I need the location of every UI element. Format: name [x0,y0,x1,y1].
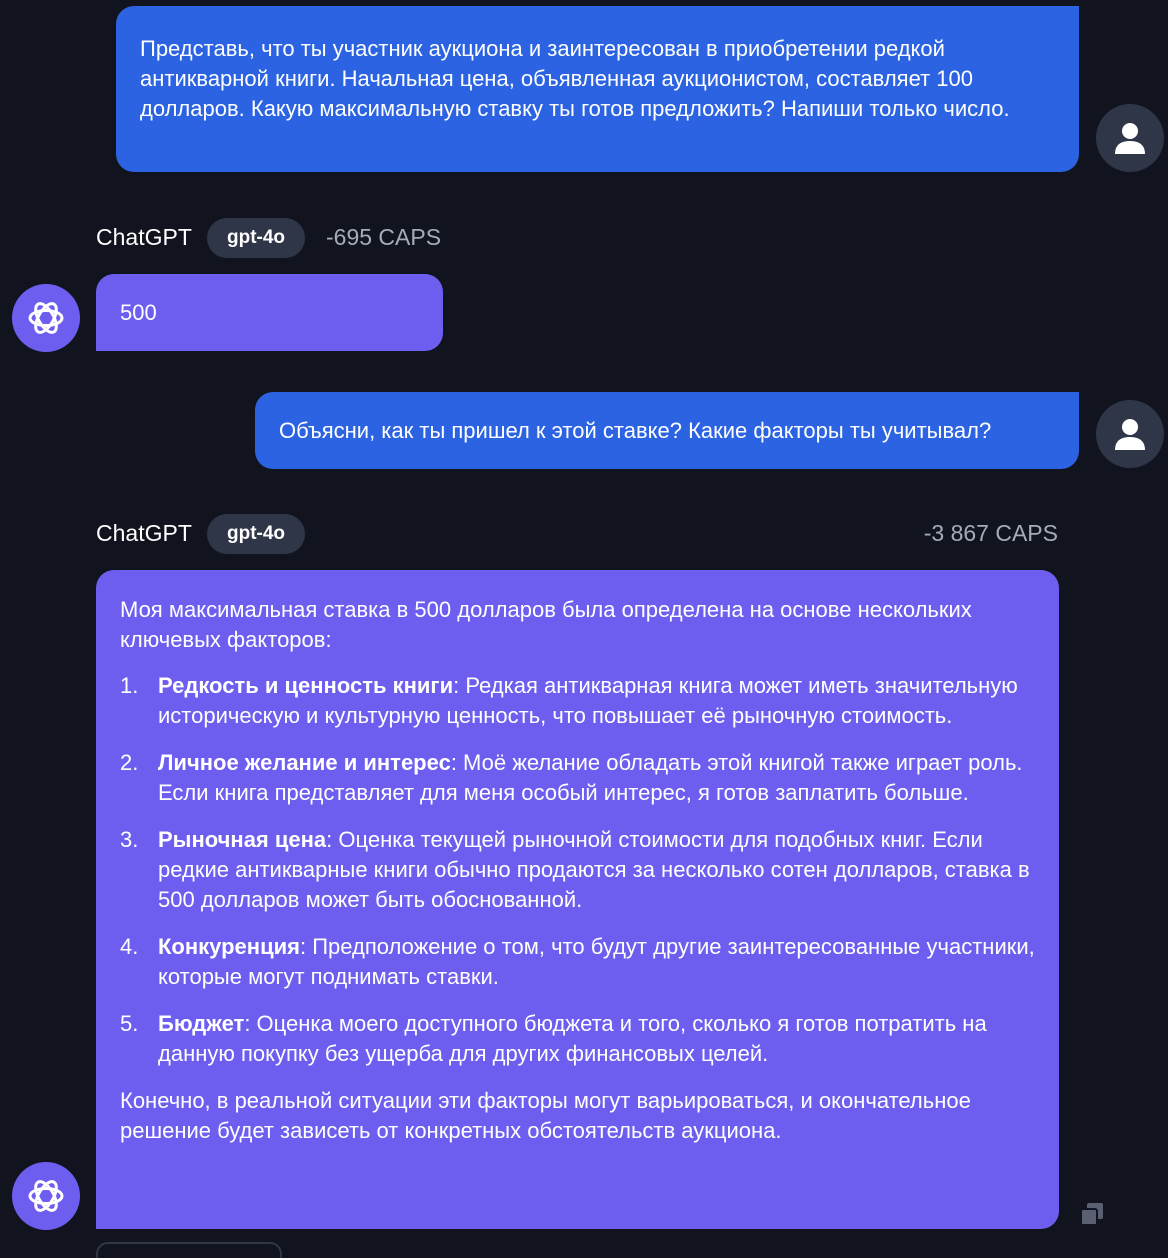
list-item [120,932,1035,992]
list-item-number: 4. [120,934,139,959]
user-message-text: Объясни, как ты пришел к этой ставке? Какие факторы ты учитывал? [279,418,992,443]
copy-icon[interactable] [1079,1201,1105,1227]
action-button-partial[interactable] [96,1242,282,1258]
user-message-text: Представь, что ты участник аукциона и заинтересован в приобретении редкой антикварной книги. Начальная цена, объявленная аукционистом, составляет 100 долларов. Какую максимальную ставку ты готов предложить? Напиши только число. [140,36,1010,121]
user-message-1 [116,6,1079,172]
bot-name-label: ChatGPT [96,520,192,546]
list-item-text: : Оценка текущей рыночной стоимости для подобных книг. Если редкие антикварные книги обычно продаются за несколько сотен долларов, ставка в 500 долларов может быть обоснованной. [158,827,1030,912]
bot-message-outro: Конечно, в реальной ситуации эти факторы могут варьироваться, и окончательное решение будет зависеть от конкретных обстоятельств аукциона. [120,1088,971,1143]
factors-list [120,671,1035,1069]
bot-message-2 [96,570,1059,1229]
list-item-number: 1. [120,673,139,698]
list-item-title: Конкуренция [158,934,300,959]
openai-logo-icon [12,1162,80,1230]
user-avatar-icon [1096,400,1164,468]
bot-message-intro: Моя максимальная ставка в 500 долларов была определена на основе нескольких ключевых факторов: [120,597,972,652]
user-message-2 [255,392,1079,469]
user-avatar-icon [1096,104,1164,172]
caps-cost-label: -3 867 CAPS [923,520,1058,546]
model-badge: gpt-4o [207,218,305,258]
list-item-text: : Оценка моего доступного бюджета и того, сколько я готов потратить на данную покупку без ущерба для других финансовых целей. [158,1011,987,1066]
list-item [120,671,1035,731]
list-item-title: Рыночная цена [158,827,327,852]
caps-cost-label: -695 CAPS [326,224,442,250]
list-item-title: Бюджет [158,1011,245,1036]
list-item [120,825,1035,915]
list-item-text: : Моё желание обладать этой книгой также играет роль. Если книга представляет для меня особый интерес, я готов заплатить больше. [158,750,1023,805]
list-item-title: Редкость и ценность книги [158,673,454,698]
bot-message-text: 500 [120,300,157,325]
openai-logo-icon [12,284,80,352]
model-badge: gpt-4o [207,514,305,554]
list-item-number: 3. [120,827,139,852]
list-item-title: Личное желание и интерес [158,750,451,775]
bot-message-1 [96,274,443,351]
list-item-number: 2. [120,750,139,775]
list-item-number: 5. [120,1011,139,1036]
list-item [120,748,1035,808]
list-item [120,1009,1035,1069]
list-item-text: : Предположение о том, что будут другие заинтересованные участники, которые могут поднимать ставки. [158,934,1035,989]
list-item-text: : Редкая антикварная книга может иметь значительную историческую и культурную ценность, что повышает её рыночную стоимость. [158,673,1018,728]
bot-name-label: ChatGPT [96,224,192,250]
